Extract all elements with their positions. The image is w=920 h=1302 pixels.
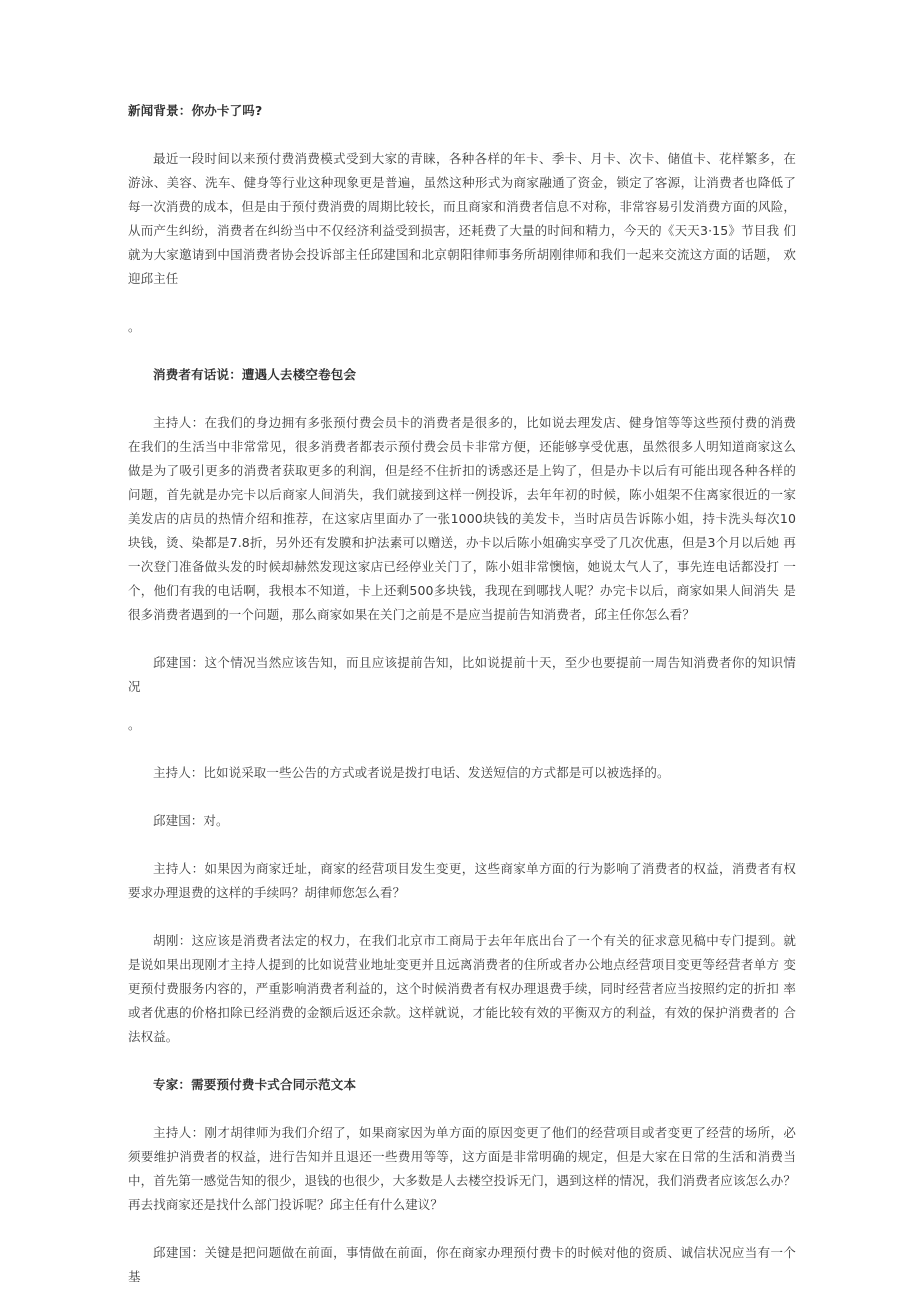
paragraph-host-4: 主持人：刚才胡律师为我们介绍了，如果商家因为单方面的原因变更了他们的经营项目或者变更了经营的场所，必 须要维护消费者的权益，进行告知并且退还一些费用等等，这方面是非常明确的规定，但是大家在日常的生活和消费当 中，首先第一感觉告知的很少，退钱的也很少，大多数是人去楼空投诉无门，遇到这样的情况，我们消费者应该怎么办？ 再去找商家还是找什么部门投诉呢？邱主任有什么建议？ xyxy=(128,1125,796,1212)
heading-consumer-voice: 消费者有话说：遭遇人去楼空卷包会 xyxy=(153,367,357,382)
document-body xyxy=(128,99,796,1302)
paragraph-qiu-jianguo-2: 邱建国：对。 xyxy=(153,813,229,828)
paragraph-host-3: 主持人：如果因为商家迁址，商家的经营项目发生变更，这些商家单方面的行为影响了消费者的权益，消费者有权 要求办理退费的这样的手续吗？胡律师您怎么看？ xyxy=(128,861,796,900)
paragraph-intro: 最近一段时间以来预付费消费模式受到大家的青睐，各种各样的年卡、季卡、月卡、次卡、储值卡、花样繁多，在 游泳、美容、洗车、健身等行业这种现象更是普遍，虽然这种形式为商家融通了资金，锁定了客源，让消费者也降低了 每一次消费的成本，但是由于预付费消费的周期比较长，而且商家和消费者信息不对称，非常容易引发消费方面的风险， 从而产生纠纷，消费者在纠纷当中不仅经济利益受到损害，还耗费了大量的时间和精力，今天的《天天3·15》节目我 们就为大家邀请到中国消费者协会投诉部主任邱建国和北京朝阳律师事务所胡刚律师和我们一起来交流这方面的话题， 欢迎邱主任 xyxy=(128,151,796,286)
heading-news-background: 新闻背景：你办卡了吗? xyxy=(128,103,263,118)
paragraph-host-1: 主持人：在我们的身边拥有多张预付费会员卡的消费者是很多的，比如说去理发店、健身馆等等这些预付费的消费 在我们的生活当中非常常见，很多消费者都表示预付费会员卡非常方便，还能够享受优惠，虽然很多人明知道商家这么 做是为了吸引更多的消费者获取更多的利润，但是经不住折扣的诱惑还是上钩了，但是办卡以后有可能出现各种各样的 问题，首先就是办完卡以后商家人间消失，我们就接到这样一例投诉，去年年初的时候，陈小姐架不住离家很近的一家 美发店的店员的热情介绍和推荐，在这家店里面办了一张1000块钱的美发卡，当时店员告诉陈小姐，持卡洗头每次10 块钱，烫、染都是7.8折，另外还有发膜和护法素可以赠送，办卡以后陈小姐确实享受了几次优惠，但是3个月以后她 再一次登门准备做头发的时候却赫然发现这家店已经停业关门了，陈小姐非常懊恼，她说太气人了，事先连电话都没打 一个，他们有我的电话啊，我根本不知道，卡上还剩500多块钱，我现在到哪找人呢？办完卡以后，商家如果人间消失 是很多消费者遇到的一个问题，那么商家如果在关门之前是不是应当提前告知消费者，邱主任你怎么看？ xyxy=(128,415,796,622)
paragraph-qiu-jianguo-1: 邱建国：这个情况当然应该告知，而且应该提前告知，比如说提前十天，至少也要提前一周告知消费者你的知识情 况 xyxy=(128,655,796,694)
paragraph-qiu-jianguo-3: 邱建国：关键是把问题做在前面，事情做在前面，你在商家办理预付费卡的时候对他的资质、诚信状况应当有一个 基 xyxy=(128,1245,796,1284)
paragraph-host-2: 主持人：比如说采取一些公告的方式或者说是拨打电话、发送短信的方式都是可以被选择的。 xyxy=(153,765,670,780)
paragraph-qiu-1-orphan-period: 。 xyxy=(128,717,141,732)
paragraph-hu-gang-1: 胡刚：这应该是消费者法定的权力，在我们北京市工商局于去年年底出台了一个有关的征求意见稿中专门提到。就 是说如果出现刚才主持人提到的比如说营业地址变更并且远离消费者的住所或者办公地点经营项目变更等经营者单方 变更预付费服务内容的，严重影响消费者利益的，这个时候消费者有权办理退费手续，同时经营者应当按照约定的折扣 率或者优惠的价格扣除已经消费的金额后返还余款。这样就说，才能比较有效的平衡双方的利益，有效的保护消费者的 合法权益。 xyxy=(128,933,796,1044)
paragraph-intro-orphan-period: 。 xyxy=(128,319,141,334)
heading-expert: 专家：需要预付费卡式合同示范文本 xyxy=(153,1077,357,1092)
